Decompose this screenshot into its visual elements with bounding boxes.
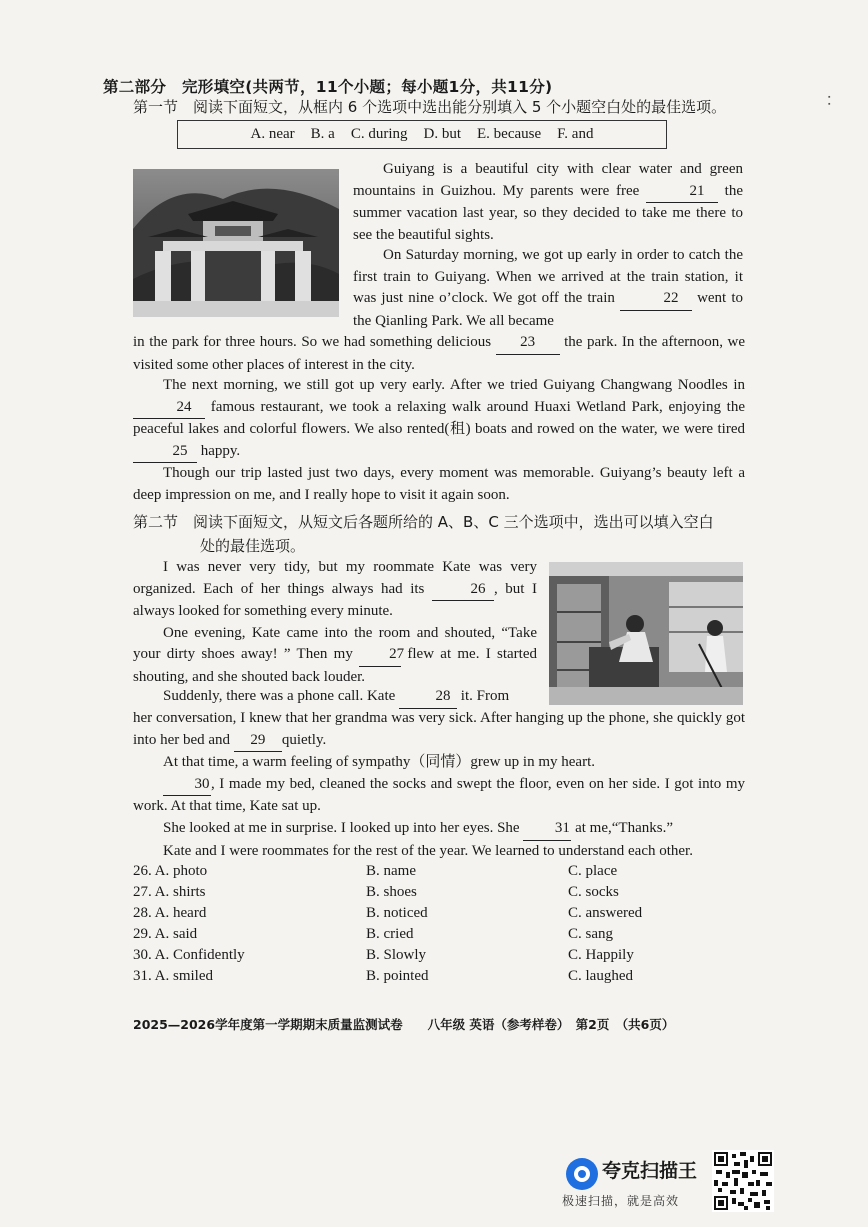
s2-paragraph-7: Kate and I were roommates for the rest of the year. We learned to understand each other.: [163, 842, 693, 859]
choice-c: C. sang: [568, 926, 613, 942]
section1-instruction: 第一节 阅读下面短文，从框内 6 个选项中选出能分别填入 5 个小题空白处的最佳选项。: [133, 98, 727, 116]
section2-instruction-line1: 第二节 阅读下面短文，从短文后各题所给的 A、B、C 三个选项中，选出可以填入空白: [133, 513, 714, 531]
blank-27: 27: [359, 644, 401, 667]
s1-paragraph-1: [353, 159, 743, 246]
text-run: her conversation, I knew that her grandma was very sick. After hanging up the phone, she quickly got into her bed and: [133, 710, 745, 748]
blank-21: 21: [646, 181, 718, 204]
choice-row-26: [133, 863, 745, 884]
scanner-slogan: 极速扫描，就是高效: [562, 1194, 680, 1208]
choice-a: 27. A. shirts: [133, 884, 206, 900]
text-run: at me,“Thanks.”: [571, 819, 673, 836]
text-run: famous restaurant, we took a relaxing walk around Huaxi Wetland Park, enjoying the peaceful lakes and colorful flowers. We also rented(租) boats and rowed on the water, we were tired: [133, 398, 745, 438]
text-run: The next morning, we still got up very early. After we tried Guiyang Changwang Noodles in: [163, 377, 745, 393]
scanner-brand: 夸克扫描王: [602, 1160, 698, 1182]
choice-a: 31. A. smiled: [133, 968, 214, 984]
s2-paragraph-4: At that time, a warm feeling of sympathy（同情）grew up in my heart.: [163, 754, 595, 771]
archway-photo: [133, 169, 339, 317]
page-footer: 2025—2026学年度第一学期期末质量监测试卷 八年级 英语（参考样卷） 第2页 （共6页）: [133, 1017, 675, 1032]
choice-a: 26. A. photo: [133, 863, 208, 879]
s1-paragraph-2a: [353, 245, 743, 332]
text-run: , I made my bed, cleaned the socks and swept the floor, even on her side. I got into my work. At that time, Kate sat up.: [133, 775, 745, 815]
text-run: She looked at me in surprise. I looked up into her eyes. She: [163, 819, 524, 836]
blank-31: 31: [523, 818, 571, 841]
choice-b: B. pointed: [366, 968, 429, 984]
choice-row-30: [133, 947, 745, 968]
choice-b: B. name: [366, 863, 416, 879]
option-c: C. during: [350, 126, 408, 142]
blank-30: 30: [163, 774, 211, 797]
choice-row-27: [133, 884, 745, 905]
text-run: Suddenly, there was a phone call. Kate: [163, 688, 400, 704]
choice-c: C. laughed: [568, 968, 633, 984]
text-run: the park. In the afternoon, we visited some other places of interest in the city.: [133, 334, 745, 373]
text-run: One evening, Kate came into the room and shouted, “Take your dirty shoes away! ” Then my: [133, 624, 537, 663]
choice-row-31: [133, 968, 745, 989]
choice-b: B. shoes: [366, 884, 417, 900]
text-run: Guiyang is a beautiful city with clear water and green mountains in Guizhou. My parents were free: [353, 161, 743, 199]
text-run: I was never very tidy, but my roommate Kate was very organized. Each of her things always had its: [133, 559, 537, 597]
s1-paragraph-3: [133, 375, 745, 507]
qr-code[interactable]: [712, 1150, 774, 1212]
option-e: E. because: [477, 126, 542, 142]
text-run: quietly.: [281, 731, 327, 748]
text-run: flew at me. I started shouting, and she shouted back louder.: [133, 646, 537, 685]
choice-c: C. Happily: [568, 947, 634, 963]
choice-c: C. answered: [568, 905, 643, 921]
blank-28: 28: [399, 686, 457, 709]
s1-paragraph-2b: [133, 332, 745, 376]
roommate-cleaning-photo: [549, 562, 743, 705]
choice-b: B. noticed: [366, 905, 428, 921]
option-f: F. and: [557, 126, 594, 142]
option-d: D. but: [423, 126, 462, 142]
s2-paragraph-1: [133, 557, 537, 689]
s1-paragraph-4: Though our trip lasted just two days, every moment was memorable. Guiyang’s beauty left a deep impression on me, and I really hope to visit it again soon.: [133, 465, 745, 503]
choice-b: B. cried: [366, 926, 414, 942]
blank-26: 26: [432, 579, 494, 602]
text-run: , but I always looked for something every minute.: [133, 580, 537, 620]
section2-instruction-line2: 处的最佳选项。: [200, 537, 306, 555]
choice-a: 30. A. Confidently: [133, 947, 245, 963]
text-run: in the park for three hours. So we had something delicious: [133, 334, 496, 350]
choice-b: B. Slowly: [366, 947, 427, 963]
text-run: On Saturday morning, we got up early in order to catch the first train to Guiyang. When we arrived at the train station, it was just nine o’clock. We got off the train: [353, 247, 743, 307]
s2-paragraph-3: [133, 686, 745, 709]
blank-29: 29: [234, 730, 282, 753]
blank-24: 24: [133, 397, 205, 420]
blank-22: 22: [620, 288, 692, 311]
section2-instruction: [133, 510, 745, 558]
text-run: happy.: [197, 442, 241, 459]
binding-marks: ▪ ▪: [828, 93, 831, 108]
option-b: B. a: [310, 126, 335, 142]
text-run: the summer vacation last year, so they decided to take me there to see the beautiful sights.: [353, 182, 743, 243]
choice-c: C. socks: [568, 884, 619, 900]
s2-paragraph-3b: [133, 708, 745, 862]
options-box: [177, 120, 667, 149]
choice-a: 28. A. heard: [133, 905, 207, 921]
text-run: went to the Qianling Park. We all became: [353, 290, 743, 329]
text-run: it. From: [457, 688, 510, 704]
choice-row-29: [133, 926, 745, 947]
choice-c: C. place: [568, 863, 618, 879]
option-a: A. near: [250, 126, 295, 142]
blank-25: 25: [133, 441, 197, 464]
choice-a: 29. A. said: [133, 926, 198, 942]
blank-23: 23: [496, 332, 560, 355]
part-title: 第二部分 完形填空(共两节，11个小题；每小题1分，共11分): [103, 78, 553, 96]
choice-row-28: [133, 905, 745, 926]
scanner-logo-icon: [564, 1156, 600, 1192]
scanner-watermark: [564, 1150, 704, 1210]
